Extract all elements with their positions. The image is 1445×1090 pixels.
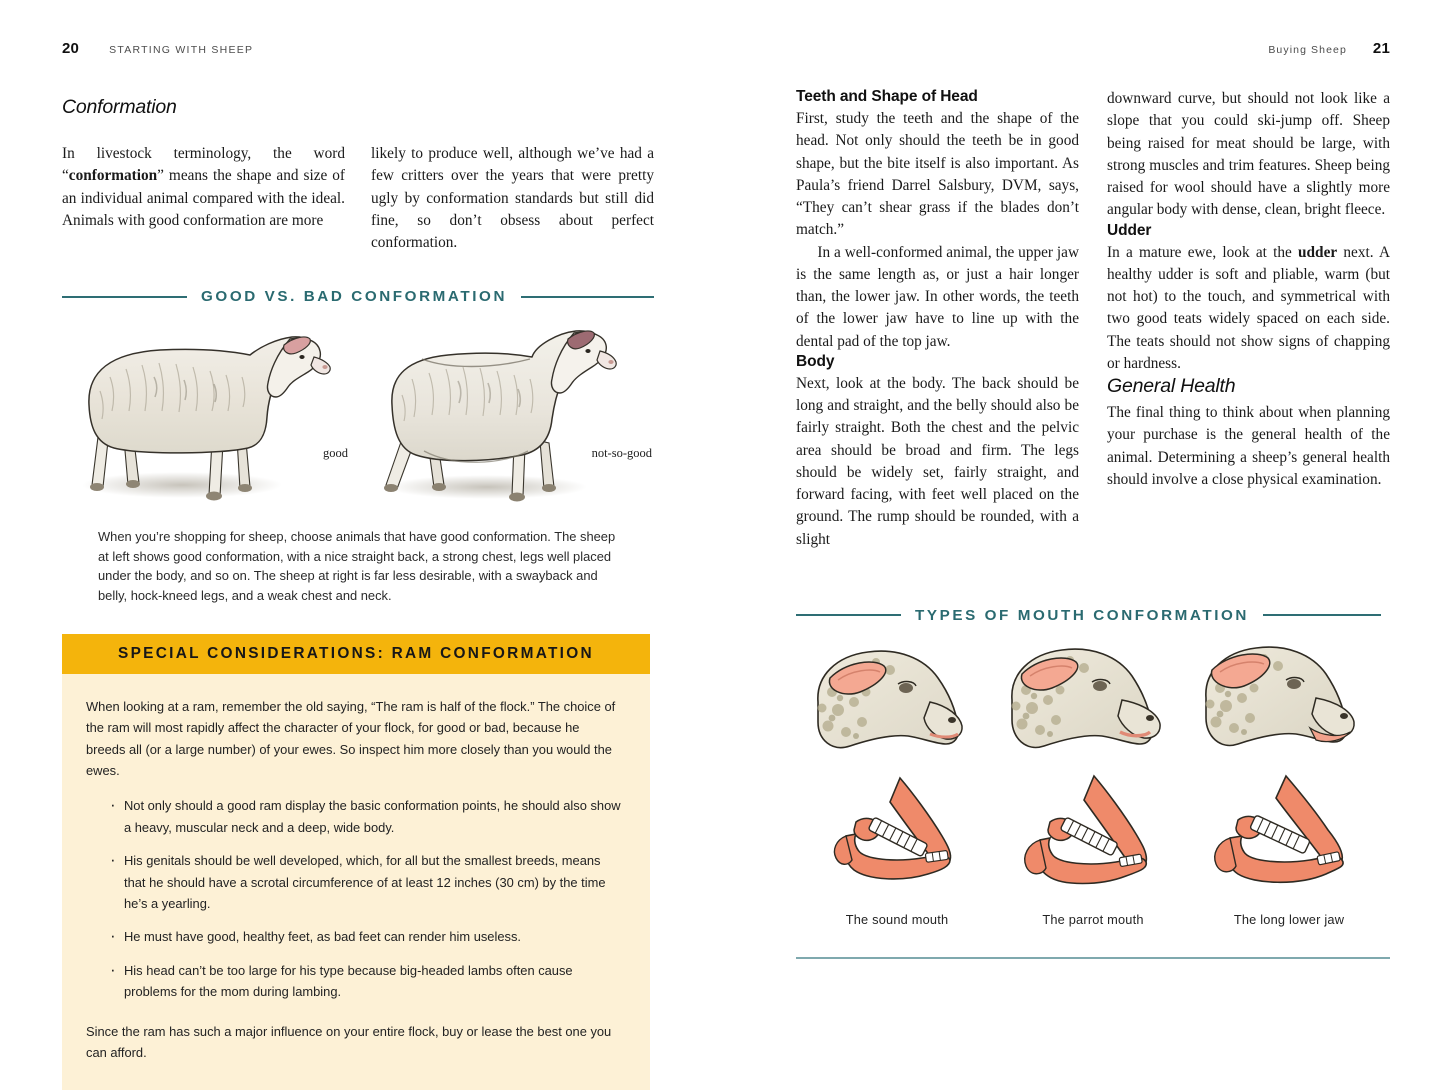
heading-body: Body bbox=[796, 352, 835, 370]
intro-paragraph-1-text: In livestock terminology, the word “conformation” means the shape and size of an individual animal compared with the ideal. Animals with good conformation are more bbox=[62, 145, 345, 229]
long-lower-jaw-illustration bbox=[1194, 640, 1384, 902]
figure-header-types-of-mouth-conformation bbox=[796, 607, 1390, 624]
paragraph-body-continued: downward curve, but should not look like a slope that you could ski-jump off. Sheep being raised for meat should be large, with strong muscles and trim features. Sheep being raised for wool should have a slightly more angular body with dense, clean, bright fleece. bbox=[1107, 90, 1390, 219]
sound-jaw-diagram bbox=[834, 778, 950, 879]
left-page bbox=[0, 0, 722, 1061]
good-sheep-illustration bbox=[62, 317, 354, 509]
figure-caption-conformation: When you’re shopping for sheep, choose animals that have good conformation. The sheep at left shows good conformation, with a nice straight back, a strong chest, legs well placed under the body, and so on. The sheep at right is far less desirable, with a swayback and belly, hock-kneed legs, and a weak chest and neck. bbox=[98, 529, 616, 604]
parrot-mouth-illustration bbox=[998, 640, 1188, 902]
intro-paragraph-1 bbox=[62, 143, 345, 232]
list-item: · His head can’t be too large for his type because big-headed lambs often cause problems for the mom during lambing. bbox=[108, 960, 622, 1003]
sidebox-closing: Since the ram has such a major influence on your entire flock, buy or lease the best one you can afford. bbox=[86, 1023, 612, 1061]
paragraph-general-health: The final thing to think about when planning your purchase is the general health of the animal. Determining a sheep’s general health should involve a close physical examination. bbox=[1107, 404, 1390, 488]
mouth-caption-long-lower-jaw: The long lower jaw bbox=[1233, 911, 1345, 927]
running-title-left: STARTING WITH SHEEP bbox=[109, 44, 254, 56]
sidebox-body bbox=[62, 674, 650, 1090]
mouth-caption-parrot: The parrot mouth bbox=[1042, 911, 1144, 927]
sheep-label-good: good bbox=[323, 446, 348, 461]
mouth-item-sound bbox=[802, 640, 992, 927]
running-head-right bbox=[796, 40, 1390, 66]
sheep-comparison-figure bbox=[62, 317, 654, 509]
heading-conformation: Conformation bbox=[62, 96, 177, 118]
sidebox-title: SPECIAL CONSIDERATIONS: RAM CONFORMATION bbox=[118, 644, 594, 662]
paragraph-udder-rest: next. A healthy udder is soft and pliable, warm (but not hot) to the touch, and symmetrical with two good teats widely spaced on each side. The teats should not show signs of chapping or hardness. bbox=[1107, 243, 1390, 372]
heading-udder: Udder bbox=[1107, 221, 1152, 239]
mouth-illustration-row bbox=[796, 640, 1390, 927]
right-column-2 bbox=[1107, 88, 1390, 551]
mouth-conformation-figure bbox=[796, 640, 1390, 959]
parrot-jaw-diagram bbox=[1025, 776, 1147, 884]
paragraph-udder bbox=[1107, 242, 1390, 376]
rule-right bbox=[521, 296, 654, 298]
intro-column-2 bbox=[371, 143, 654, 254]
running-head-left bbox=[62, 40, 654, 66]
list-item: · He must have good, healthy feet, as bad feet can render him useless. bbox=[108, 926, 622, 947]
mouth-item-long-lower-jaw bbox=[1194, 640, 1384, 927]
right-page bbox=[722, 0, 1445, 955]
list-item: · Not only should a good ram display the basic conformation points, he should also show a heavy, muscular neck and a deep, wide body. bbox=[108, 795, 622, 838]
heading-teeth-and-shape-of-head: Teeth and Shape of Head bbox=[796, 88, 978, 105]
conformation-bold-term: conformation bbox=[68, 167, 158, 185]
special-considerations-box bbox=[62, 634, 650, 1090]
page-number-right: 21 bbox=[1372, 40, 1390, 57]
sidebox-intro: When looking at a ram, remember the old saying, “The ram is half of the flock.” The choice of the ram will most rapidly affect the character of your flock, for good or bad, because he breeds all (or a large number) of your ewes. So inspect him more closely than you would the ewes. bbox=[86, 698, 616, 778]
sidebox-header bbox=[62, 634, 650, 674]
paragraph-teeth-1: First, study the teeth and the shape of the head. Not only should the teeth be in good shape, but the bite itself is also important. As Paula’s friend Darrel Salsbury, DVM, says, “They can’t shear grass if the blades don’t match.” bbox=[796, 110, 1079, 239]
running-title-right: Buying Sheep bbox=[1268, 44, 1347, 56]
figure-header-good-vs-bad bbox=[62, 288, 654, 305]
intro-paragraph-2: likely to produce well, although we’ve had a few critters over the years that were pretty ugly by conformation standards but still did fine, so don’t obsess about perfect conformation. bbox=[371, 145, 654, 251]
list-item: · His genitals should be well developed, which, for all but the smallest breeds, means that he should have a scrotal circumference of at least 12 inches (30 cm) by the time he’s a yearling. bbox=[108, 850, 622, 914]
sheep-panel-good bbox=[62, 317, 354, 509]
intro-columns bbox=[62, 143, 654, 254]
paragraph-teeth-2: In a well-conformed animal, the upper jaw is the same length as, or just a hair longer than, the lower jaw. In other words, the teeth of the lower jaw have to line up with the dental pad of the top jaw. bbox=[796, 243, 1079, 350]
mouth-caption-sound: The sound mouth bbox=[845, 911, 949, 927]
bottom-divider-rule bbox=[796, 957, 1390, 959]
rule-left bbox=[62, 296, 187, 298]
sheep-panel-not-so-good bbox=[362, 317, 654, 509]
rule-left bbox=[796, 614, 901, 616]
mouth-item-parrot bbox=[998, 640, 1188, 927]
sidebox-bullet-list bbox=[86, 795, 622, 1002]
mouth-figure-header-label: TYPES OF MOUTH CONFORMATION bbox=[915, 606, 1250, 624]
paragraph-udder-lead: In a mature ewe, look at the bbox=[1107, 243, 1299, 261]
right-column-1 bbox=[796, 88, 1079, 551]
udder-bold-term: udder bbox=[1298, 243, 1338, 261]
intro-column-1 bbox=[62, 143, 345, 254]
paragraph-body: Next, look at the body. The back should be long and straight, and the belly should also be fairly straight. Both the chest and the pelvic area should be broad and firm. The legs should be widely set, fairly straight, and forward facing, with feet well placed on the ground. The rump should be rounded, with a slight bbox=[796, 374, 1079, 548]
bad-sheep-illustration bbox=[362, 317, 654, 509]
sound-mouth-illustration bbox=[802, 640, 992, 902]
page-number-left: 20 bbox=[62, 40, 80, 57]
right-page-columns bbox=[796, 88, 1390, 551]
heading-general-health: General Health bbox=[1107, 375, 1236, 397]
sheep-label-not-so-good: not-so-good bbox=[591, 446, 652, 461]
figure-header-label: GOOD VS. BAD CONFORMATION bbox=[201, 288, 508, 306]
long-lower-jaw-diagram bbox=[1215, 776, 1343, 882]
rule-right bbox=[1263, 614, 1381, 616]
